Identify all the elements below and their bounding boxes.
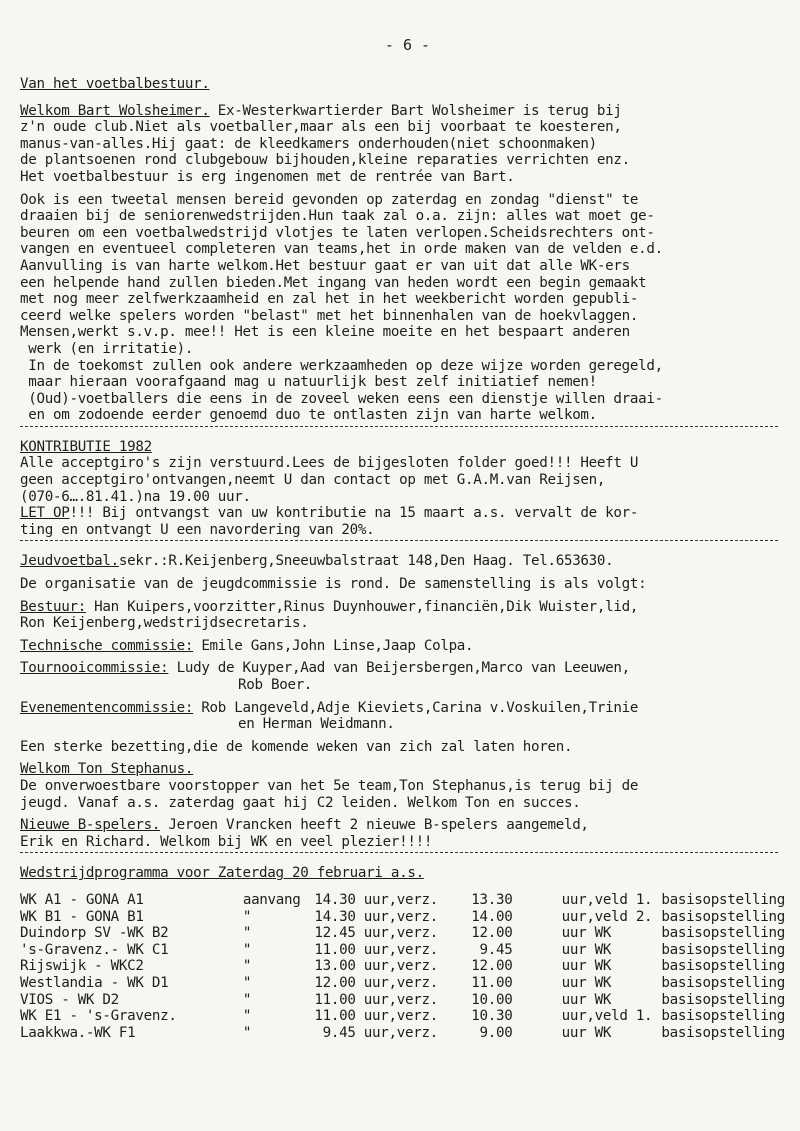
paragraph-line: Aanvulling is van harte welkom.Het bestuur gaat er van uit dat alle WK-ers bbox=[20, 257, 630, 274]
paragraph-line: jeugd. Vanaf a.s. zaterdag gaat hij C2 leiden. Welkom Ton en succes. bbox=[20, 794, 581, 811]
table-row bbox=[20, 1025, 785, 1042]
cell-verz: 10.30 bbox=[471, 1008, 513, 1025]
jeugd-intro: De organisatie van de jeugdcommissie is rond. De samenstelling is als volgt: bbox=[20, 576, 647, 593]
jeugd-title: Jeudvoetbal. bbox=[20, 553, 119, 570]
cell-aanvang: " bbox=[242, 925, 252, 942]
technisch-label: Technische commissie: bbox=[20, 637, 194, 654]
paragraph-line: en om zodoende eerder genoemd duo te ontlasten zijn van harte welkom. bbox=[20, 407, 597, 424]
paragraph-line: geen acceptgiro'ontvangen,neemt U dan contact op met G.A.M.van Reijsen, bbox=[20, 472, 606, 489]
tournooi-label: Tournooicommissie: bbox=[20, 660, 169, 677]
paragraph-line: Ron Keijenberg,wedstrijdsecretaris. bbox=[20, 615, 309, 632]
paragraph-line: met nog meer zelfwerkzaamheid en zal het in het weekbericht worden gepubli- bbox=[20, 291, 639, 308]
cell-opstelling: basisopstelling bbox=[661, 908, 785, 925]
jeugd-header: Jeudvoetbal.sekr.:R.Keijenberg,Sneeuwbalstraat 148,Den Haag. Tel.653630. bbox=[20, 553, 614, 570]
paragraph-line: Rob Boer. bbox=[238, 677, 313, 693]
cell-match: Rijswijk - WKC2 bbox=[20, 958, 144, 975]
bestuur-line: Bestuur: Han Kuipers,voorzitter,Rinus Duynhouwer,financiën,Dik Wuister,lid, bbox=[20, 598, 639, 615]
evenement-label: Evenementencommissie: bbox=[20, 699, 194, 716]
cell-opstelling: basisopstelling bbox=[661, 974, 785, 991]
divider bbox=[20, 426, 778, 427]
section-heading: Van het voetbalbestuur. bbox=[20, 76, 210, 92]
programma-title: Wedstrijdprogramma voor Zaterdag 20 februari a.s. bbox=[20, 865, 424, 882]
paragraph-line: en Herman Weidmann. bbox=[238, 716, 395, 733]
table-row bbox=[20, 942, 785, 959]
table-row bbox=[20, 892, 785, 909]
cell-aanvang: " bbox=[242, 991, 252, 1008]
paragraph-line: z'n oude club.Niet als voetballer,maar als een bij voorbaat te koesteren, bbox=[20, 119, 622, 136]
cell-match: Westlandia - WK D1 bbox=[20, 974, 169, 991]
paragraph-line: (Oud)-voetballers die eens in de zoveel weken eens een dienstje willen draai- bbox=[20, 390, 663, 407]
table-row bbox=[20, 1008, 785, 1025]
welkom-bart-line-1: Welkom Bart Wolsheimer. Ex-Westerkwartierder Bart Wolsheimer is terug bij bbox=[20, 102, 622, 119]
paragraph-line: Ook is een tweetal mensen bereid gevonden op zaterdag en zondag "dienst" te bbox=[20, 191, 639, 208]
cell-plaats: uur WK bbox=[561, 958, 612, 975]
bestuur-label: Bestuur: bbox=[20, 598, 86, 615]
cell-plaats: uur WK bbox=[561, 925, 612, 942]
let-op-label: LET OP bbox=[20, 505, 70, 522]
cell-tijd: 9.45 uur,verz. bbox=[314, 1024, 438, 1041]
cell-tijd: 13.00 uur,verz. bbox=[314, 958, 438, 975]
cell-tijd: 12.45 uur,verz. bbox=[314, 925, 438, 942]
cell-opstelling: basisopstelling bbox=[661, 941, 785, 958]
cell-verz: 14.00 bbox=[471, 908, 513, 925]
paragraph-line: In de toekomst zullen ook andere werkzaamheden op deze wijze worden geregeld, bbox=[20, 357, 663, 374]
cell-aanvang: " bbox=[242, 1008, 252, 1025]
paragraph-line: ting en ontvangt U een navordering van 20%. bbox=[20, 521, 375, 538]
kontributie-title: KONTRIBUTIE 1982 bbox=[20, 438, 152, 455]
cell-match: WK A1 - GONA A1 bbox=[20, 891, 144, 908]
paragraph-line: een helpende hand zullen bieden.Met ingang van heden wordt een begin gemaakt bbox=[20, 274, 647, 291]
cell-plaats: uur WK bbox=[561, 1024, 612, 1041]
tournooi-line: Tournooicommissie: Ludy de Kuyper,Aad van Beijersbergen,Marco van Leeuwen, bbox=[20, 660, 630, 677]
evenement-line: Evenementencommissie: Rob Langeveld,Adje Kieviets,Carina v.Voskuilen,Trinie bbox=[20, 699, 639, 716]
jeugd-closing: Een sterke bezetting,die de komende weken van zich zal laten horen. bbox=[20, 738, 573, 755]
cell-plaats: uur WK bbox=[561, 941, 612, 958]
paragraph-line: ceerd welke spelers worden "belast" met het binnenhalen van de hoekvlaggen. bbox=[20, 307, 639, 324]
cell-verz: 10.00 bbox=[471, 991, 513, 1008]
divider bbox=[20, 540, 778, 541]
page-number: - 6 - bbox=[384, 36, 431, 54]
cell-aanvang: " bbox=[242, 941, 252, 958]
paragraph-line: maar hieraan voorafgaand mag u natuurlijk best zelf initiatief nemen! bbox=[20, 374, 597, 391]
cell-match: WK B1 - GONA B1 bbox=[20, 908, 144, 925]
cell-plaats: uur,veld 2. bbox=[561, 908, 653, 925]
table-row bbox=[20, 909, 785, 926]
paragraph-line: vangen en eventueel completeren van teams,het in orde maken van de velden e.d. bbox=[20, 241, 663, 258]
cell-match: Duindorp SV -WK B2 bbox=[20, 925, 169, 942]
cell-verz: 12.00 bbox=[471, 925, 513, 942]
table-row bbox=[20, 925, 785, 942]
table-row bbox=[20, 958, 785, 975]
paragraph-line: draaien bij de seniorenwedstrijden.Hun taak zal o.a. zijn: alles wat moet ge- bbox=[20, 208, 655, 225]
paragraph-line: manus-van-alles.Hij gaat: de kleedkamers onderhouden(niet schoonmaken) bbox=[20, 135, 597, 152]
paragraph-line: werk (en irritatie). bbox=[20, 340, 194, 357]
cell-tijd: 12.00 uur,verz. bbox=[314, 974, 438, 991]
cell-verz: 11.00 bbox=[471, 974, 513, 991]
cell-opstelling: basisopstelling bbox=[661, 1008, 785, 1025]
cell-aanvang: " bbox=[242, 1024, 252, 1041]
cell-tijd: 14.30 uur,verz. bbox=[314, 908, 438, 925]
cell-tijd: 11.00 uur,verz. bbox=[314, 991, 438, 1008]
cell-aanvang: " bbox=[242, 974, 252, 991]
cell-plaats: uur WK bbox=[561, 974, 612, 991]
table-row bbox=[20, 975, 785, 992]
cell-match: 's-Gravenz.- WK C1 bbox=[20, 941, 169, 958]
cell-verz: 9.00 bbox=[471, 1024, 513, 1041]
cell-aanvang: " bbox=[242, 958, 252, 975]
welkom-bart-title: Welkom Bart Wolsheimer. bbox=[20, 102, 210, 119]
cell-plaats: uur,veld 1. bbox=[561, 891, 653, 908]
cell-aanvang: " bbox=[242, 908, 252, 925]
cell-opstelling: basisopstelling bbox=[661, 958, 785, 975]
cell-opstelling: basisopstelling bbox=[661, 891, 785, 908]
match-schedule-table bbox=[20, 892, 785, 1041]
cell-verz: 12.00 bbox=[471, 958, 513, 975]
technisch-line: Technische commissie: Emile Gans,John Linse,Jaap Colpa. bbox=[20, 637, 474, 654]
cell-tijd: 11.00 uur,verz. bbox=[314, 1008, 438, 1025]
paragraph-line: (070-6….81.41.)na 19.00 uur. bbox=[20, 488, 251, 505]
cell-opstelling: basisopstelling bbox=[661, 1024, 785, 1041]
cell-verz: 9.45 bbox=[471, 941, 513, 958]
cell-match: WK E1 - 's-Gravenz. bbox=[20, 1008, 177, 1025]
paragraph-line: Erik en Richard. Welkom bij WK en veel plezier!!!! bbox=[20, 833, 433, 850]
cell-plaats: uur,veld 1. bbox=[561, 1008, 653, 1025]
cell-tijd: 11.00 uur,verz. bbox=[314, 941, 438, 958]
divider bbox=[20, 852, 778, 853]
table-row bbox=[20, 992, 785, 1009]
nieuwe-b-line: Nieuwe B-spelers. Jeroen Vrancken heeft 2 nieuwe B-spelers aangemeld, bbox=[20, 817, 589, 834]
paragraph-line: De onverwoestbare voorstopper van het 5e team,Ton Stephanus,is terug bij de bbox=[20, 777, 639, 794]
cell-verz: 13.30 bbox=[471, 891, 513, 908]
nieuwe-b-title: Nieuwe B-spelers. bbox=[20, 817, 161, 834]
paragraph-line: de plantsoenen rond clubgebouw bijhouden,kleine reparaties verrichten enz. bbox=[20, 152, 630, 169]
paragraph-line: beuren om een voetbalwedstrijd vlotjes te laten verlopen.Scheidsrechters ont- bbox=[20, 224, 655, 241]
document-page bbox=[20, 36, 785, 1041]
cell-match: Laakkwa.-WK F1 bbox=[20, 1024, 136, 1041]
paragraph-line: Mensen,werkt s.v.p. mee!! Het is een kleine moeite en het bespaart anderen bbox=[20, 324, 630, 341]
cell-match: VIOS - WK D2 bbox=[20, 991, 119, 1008]
cell-aanvang: aanvang bbox=[242, 891, 301, 908]
paragraph-line: Alle acceptgiro's zijn verstuurd.Lees de bijgesloten folder goed!!! Heeft U bbox=[20, 455, 639, 472]
paragraph-line: Het voetbalbestuur is erg ingenomen met de rentrée van Bart. bbox=[20, 168, 515, 185]
cell-opstelling: basisopstelling bbox=[661, 925, 785, 942]
let-op-line: LET OP!!! Bij ontvangst van uw kontributie na 15 maart a.s. vervalt de kor- bbox=[20, 505, 639, 522]
cell-opstelling: basisopstelling bbox=[661, 991, 785, 1008]
welkom-ton-title: Welkom Ton Stephanus. bbox=[20, 761, 194, 778]
cell-plaats: uur WK bbox=[561, 991, 612, 1008]
cell-tijd: 14.30 uur,verz. bbox=[314, 891, 438, 908]
